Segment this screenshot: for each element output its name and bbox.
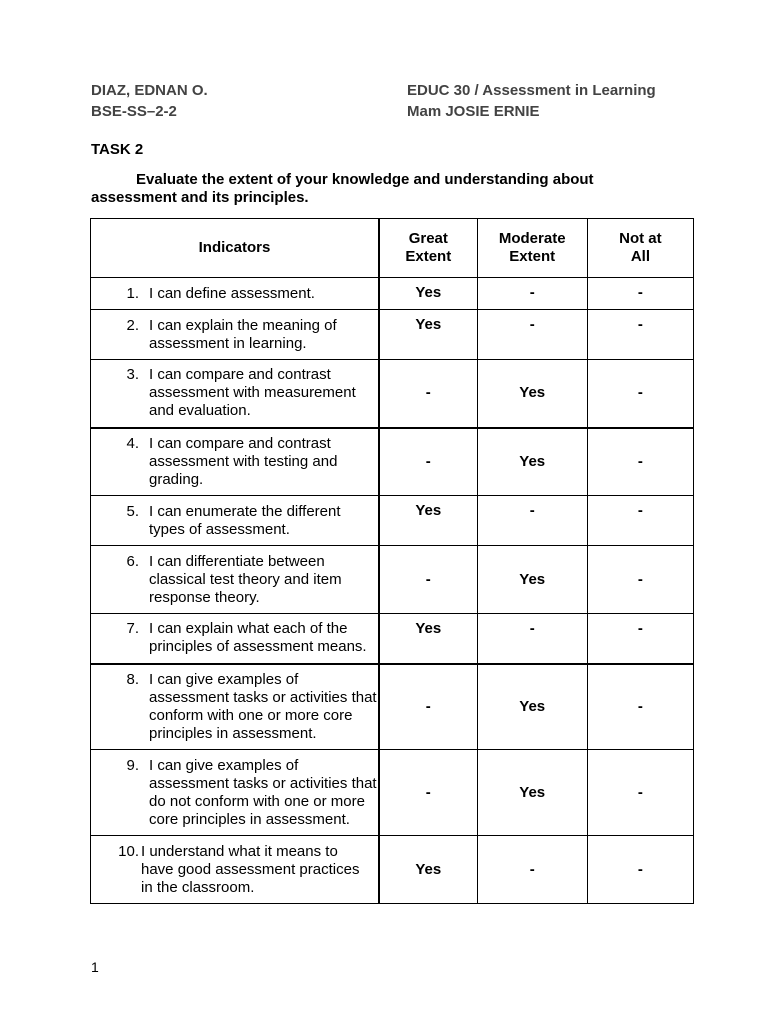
- table-row: [91, 836, 694, 904]
- great-extent-value: -: [379, 360, 477, 428]
- instructor-name: Mam JOSIE ERNIE: [407, 103, 540, 120]
- indicator-text-line: do not conform with one or more: [149, 792, 365, 810]
- indicator-number: 2.: [126, 316, 139, 334]
- student-info: [91, 80, 208, 122]
- indicator-text: [141, 620, 378, 656]
- indicator-number: 10.: [118, 842, 139, 860]
- indicator-number: 6.: [126, 552, 139, 570]
- page-number: 1: [91, 959, 99, 975]
- not-at-all-value: -: [587, 310, 693, 360]
- indicator-text-line: types of assessment.: [149, 520, 290, 538]
- indicator-number: 4.: [126, 434, 139, 452]
- great-extent-value: -: [379, 664, 477, 750]
- indicator-text: [141, 757, 378, 829]
- indicator-text: [141, 503, 378, 539]
- indicator-text-line: assessment with testing and: [149, 452, 338, 470]
- indicator-number: 1.: [126, 284, 139, 302]
- table-header-row: [91, 219, 694, 278]
- indicator-item: [91, 843, 378, 897]
- table-row: [91, 664, 694, 750]
- not-at-all-value: -: [587, 546, 693, 614]
- indicator-text: [141, 671, 378, 743]
- indicator-text-line: I can explain what each of the: [149, 620, 348, 638]
- great-extent-value: Yes: [379, 310, 477, 360]
- indicator-cell: [91, 360, 379, 428]
- header-not-at-all: Not at All: [587, 219, 693, 278]
- not-at-all-value: -: [587, 360, 693, 428]
- indicator-text-line: I can differentiate between: [149, 552, 325, 570]
- table-row: [91, 750, 694, 836]
- indicator-text-line: assessment in learning.: [149, 334, 307, 352]
- indicator-item: [91, 671, 378, 743]
- course-title: EDUC 30 / Assessment in Learning: [407, 82, 656, 99]
- moderate-extent-value: -: [477, 496, 587, 546]
- moderate-extent-value: Yes: [477, 664, 587, 750]
- indicator-cell: [91, 664, 379, 750]
- moderate-extent-value: Yes: [477, 428, 587, 496]
- table-row: [91, 278, 694, 310]
- table-row: [91, 614, 694, 664]
- indicator-text-line: principles of assessment means.: [149, 638, 367, 656]
- indicator-item: [91, 317, 378, 353]
- indicator-text-line: principles in assessment.: [149, 724, 317, 742]
- indicator-cell: [91, 750, 379, 836]
- indicator-text-line: classical test theory and item: [149, 570, 342, 588]
- indicator-text: [141, 366, 378, 420]
- table-row: [91, 546, 694, 614]
- moderate-extent-value: Yes: [477, 360, 587, 428]
- indicator-number: 9.: [126, 756, 139, 774]
- header-great-extent: Great Extent: [379, 219, 477, 278]
- indicator-cell: [91, 278, 379, 310]
- header-moderate-extent: Moderate Extent: [477, 219, 587, 278]
- indicator-text: [141, 317, 378, 353]
- task-instructions: Evaluate the extent of your knowledge and understanding about assessment and its principles.: [91, 171, 594, 206]
- student-section: BSE-SS–2-2: [91, 103, 177, 120]
- table-row: [91, 428, 694, 496]
- task-title: TASK 2: [91, 141, 144, 158]
- great-extent-value: Yes: [379, 278, 477, 310]
- indicator-cell: [91, 428, 379, 496]
- indicator-text-line: core principles in assessment.: [149, 810, 350, 828]
- self-evaluation-table: [90, 218, 694, 904]
- indicator-text-line: I can enumerate the different: [149, 502, 341, 520]
- indicator-text-line: I can give examples of: [149, 756, 299, 774]
- indicator-text-line: I can explain the meaning of: [149, 316, 337, 334]
- indicator-text: [141, 285, 378, 303]
- moderate-extent-value: -: [477, 278, 587, 310]
- indicator-text-line: grading.: [149, 470, 204, 488]
- indicator-item: [91, 366, 378, 420]
- great-extent-value: Yes: [379, 836, 477, 904]
- not-at-all-value: -: [587, 664, 693, 750]
- indicator-text-line: response theory.: [149, 588, 260, 606]
- indicator-text: [141, 435, 378, 489]
- not-at-all-value: -: [587, 836, 693, 904]
- not-at-all-value: -: [587, 750, 693, 836]
- moderate-extent-value: Yes: [477, 750, 587, 836]
- table-row: [91, 496, 694, 546]
- indicator-text-line: I can define assessment.: [149, 284, 315, 302]
- indicator-cell: [91, 496, 379, 546]
- great-extent-value: Yes: [379, 614, 477, 664]
- not-at-all-value: -: [587, 496, 693, 546]
- indicator-text-line: assessment with measurement: [149, 384, 356, 402]
- moderate-extent-value: -: [477, 836, 587, 904]
- indicator-item: [91, 757, 378, 829]
- indicator-item: [91, 435, 378, 489]
- moderate-extent-value: -: [477, 310, 587, 360]
- not-at-all-value: -: [587, 278, 693, 310]
- indicator-text-line: I understand what it means to: [141, 842, 338, 860]
- great-extent-value: -: [379, 750, 477, 836]
- indicator-text-line: conform with one or more core: [149, 706, 353, 724]
- indicator-text-line: I can give examples of: [149, 670, 299, 688]
- indicator-text-line: I can compare and contrast: [149, 366, 331, 384]
- indicator-cell: [91, 614, 379, 664]
- indicator-cell: [91, 836, 379, 904]
- indicator-item: [91, 503, 378, 539]
- indicator-item: [91, 620, 378, 656]
- indicator-number: 8.: [126, 670, 139, 688]
- student-name: DIAZ, EDNAN O.: [91, 82, 208, 99]
- table-row: [91, 360, 694, 428]
- indicator-item: [91, 285, 378, 303]
- indicator-text-line: assessment tasks or activities that: [149, 774, 377, 792]
- indicator-cell: [91, 310, 379, 360]
- indicator-text: [141, 843, 378, 897]
- moderate-extent-value: -: [477, 614, 587, 664]
- great-extent-value: -: [379, 546, 477, 614]
- indicator-number: 7.: [126, 620, 139, 638]
- table-row: [91, 310, 694, 360]
- course-info: [407, 80, 656, 122]
- moderate-extent-value: Yes: [477, 546, 587, 614]
- indicator-text-line: have good assessment practices: [141, 860, 360, 878]
- indicator-number: 5.: [126, 502, 139, 520]
- indicator-item: [91, 553, 378, 607]
- indicator-cell: [91, 546, 379, 614]
- header-indicators: Indicators: [91, 219, 379, 278]
- great-extent-value: Yes: [379, 496, 477, 546]
- indicator-text-line: I can compare and contrast: [149, 434, 331, 452]
- indicator-number: 3.: [126, 366, 139, 384]
- not-at-all-value: -: [587, 428, 693, 496]
- not-at-all-value: -: [587, 614, 693, 664]
- indicator-text: [141, 553, 378, 607]
- indicator-text-line: in the classroom.: [141, 878, 255, 896]
- great-extent-value: -: [379, 428, 477, 496]
- indicator-text-line: and evaluation.: [149, 402, 251, 420]
- indicator-text-line: assessment tasks or activities that: [149, 688, 377, 706]
